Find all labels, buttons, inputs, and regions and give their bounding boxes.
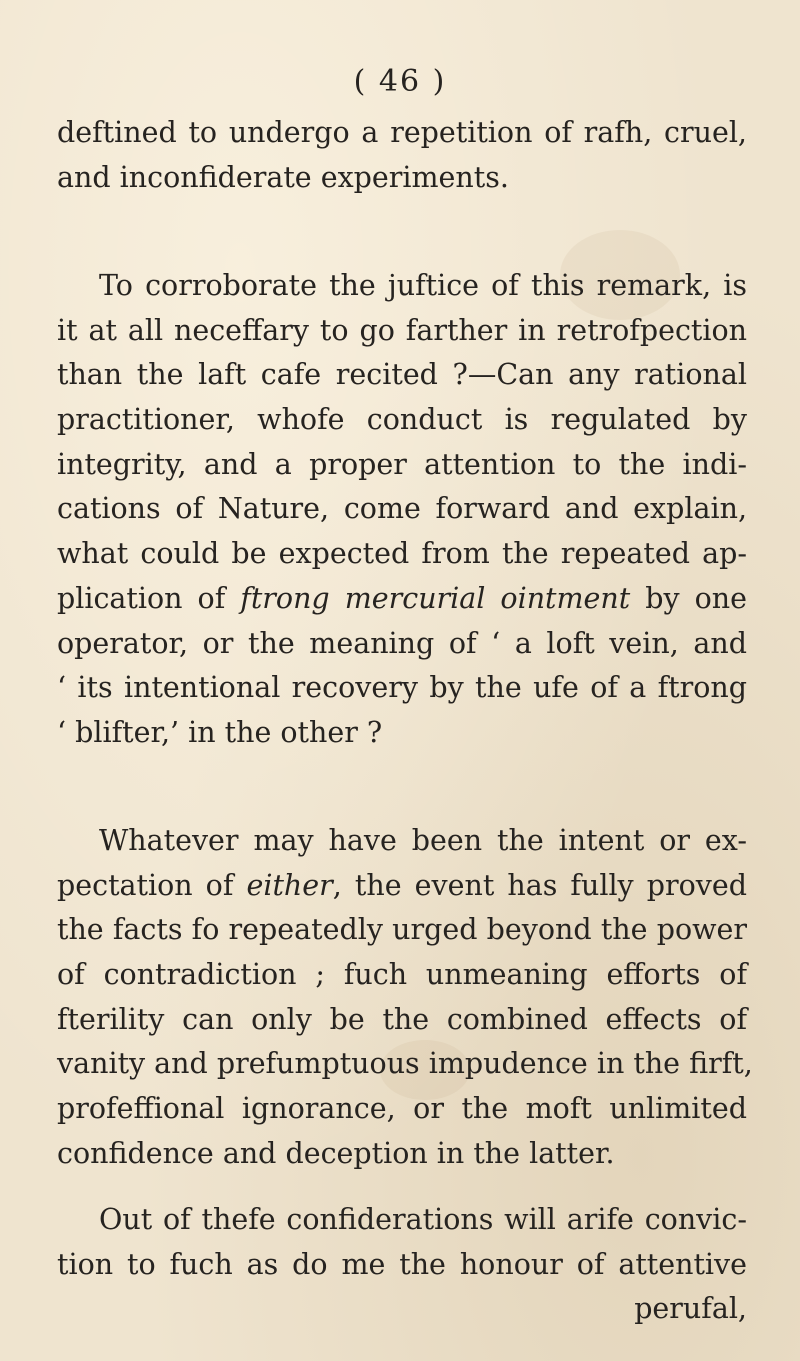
text-line: vanity and prefumptuous impudence in the firft, (57, 1047, 753, 1081)
text-line: tion to fuch as do me the honour of attentive (57, 1247, 747, 1281)
text-line: cations of Nature, come forward and explain, (57, 492, 747, 526)
paragraph-1 (57, 111, 747, 200)
text-run: , the event has fully proved (332, 868, 747, 902)
text-line: it at all neceffary to go farther in retrofpection (57, 313, 747, 347)
text-line: operator, or the meaning of ‘ a loft vein, and (57, 626, 747, 660)
catchword-block (57, 1287, 747, 1332)
text-run: plication of (57, 581, 241, 615)
text-run: by one (630, 581, 748, 615)
text-line: than the laft cafe recited ?—Can any rational (57, 358, 747, 392)
text-line: what could be expected from the repeated ap- (57, 537, 747, 571)
paragraph-4 (57, 1198, 747, 1287)
text-line-with-italic (57, 577, 747, 622)
text-line: ‘ its intentional recovery by the ufe of a ftrong (57, 671, 747, 705)
text-line: practitioner, whofe conduct is regulated by (57, 403, 747, 437)
paragraph-3 (57, 819, 753, 1177)
text-line: profeffional ignorance, or the moft unlimited (57, 1092, 747, 1126)
text-line: integrity, and a proper attention to the indi- (57, 447, 747, 481)
text-line: Whatever may have been the intent or ex- (99, 824, 747, 857)
catchword: perufal, (634, 1292, 747, 1325)
text-line-with-italic (57, 864, 747, 909)
text-line: Out of thefe confiderations will arife convic- (99, 1203, 747, 1236)
text-run: pectation of (57, 868, 247, 902)
text-line: confidence and deception in the latter. (57, 1136, 615, 1170)
text-line: ‘ blifter,’ in the other ? (57, 715, 383, 749)
text-line: the facts fo repeatedly urged beyond the power (57, 913, 747, 947)
text-line: To corroborate the juftice of this remark, is (99, 269, 747, 302)
text-line: fterility can only be the combined effects of (57, 1002, 747, 1036)
text-line: of contradiction ; fuch unmeaning efforts of (57, 958, 747, 992)
page-number: ( 46 ) (353, 64, 447, 99)
italic-word: either (246, 868, 333, 902)
paragraph-2 (57, 264, 747, 756)
text-line: and inconfiderate experiments. (57, 160, 509, 194)
italic-phrase: ftrong mercurial ointment (240, 581, 631, 615)
text-line: deftined to undergo a repetition of rafh, cruel, (57, 116, 747, 149)
